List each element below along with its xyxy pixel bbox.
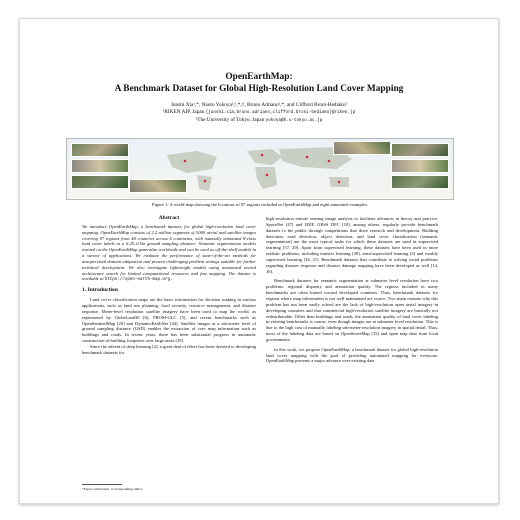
sample-image-tile	[71, 175, 129, 189]
abstract-text: We introduce OpenEarthMap, a benchmark dataset, for global high-resolution land cover mapping. OpenEarthMap consists of 2.2 million segments of 5000 aerial and satellite images covering 97 regions from 44 countries across 6 continents, with manually annotated 8-class land cover labels at a 0.25–0.5m ground sampling distance. Semantic segmentation models trained on the OpenEarthMap generalize worldwide and can be used as off-the-shelf models in a variety of applications. We evaluate the performance of state-of-the-art methods for unsupervised domain adaptation and present challenging problem settings suitable for further technical development. We also investigate lightweight models using automated neural architecture search for limited computational resources and fast mapping. The dataset is available at	[82, 223, 256, 282]
affiliation-1-email: {junshi.xia,bruno.adriano,clifford.broni-bediako}@riken.jp	[205, 110, 356, 116]
affiliation-2-name: ²The University of Tokyo, Japan	[195, 116, 265, 123]
author-block	[20, 102, 498, 124]
right-paragraph-3: In this work, we propose OpenEarthMap, a benchmark dataset for global high-resolution land cover mapping with the goal of providing automated mapping for everyone. OpenEarthMap presents a major advance over existing data	[266, 346, 438, 364]
title-line-1: OpenEarthMap:	[225, 72, 293, 82]
affiliation-2-email: yokoya@k.u-tokyo.ac.jp	[265, 117, 323, 123]
affiliation-1	[20, 109, 498, 116]
introduction-heading: 1. Introduction	[82, 287, 118, 294]
intro-paragraph-1: Land cover classification maps are the basic information for decision making in various applications, such as land use planning, food security, resource management, and disaster response. Meter-level resolution satellite imagery have been used to map the world, as represented by GlobeLand30 [6], FROM-GLC [5], and recent benchmarks such as OpenSentinelMap [20] and DynamicEarthNet [44]. Satellite images at a sub-meter level of ground sampling distance (GSD) enables the extraction of core map information such as buildings and roads. In recent years, there has been substantial progress in automatic construction of building footprints over large areas [39].	[82, 297, 256, 344]
left-column	[82, 216, 256, 356]
sample-image-tile	[333, 141, 391, 155]
abstract-heading: Abstract	[158, 215, 180, 221]
intro-paragraph-2: Since the advent of deep learning [2], a great deal of effort has been devoted to developing benchmark datasets for	[82, 343, 256, 355]
author-list: Junshi Xia¹,*, Naoto Yokoya²,¹,*,†, Bruno Adriano¹,*, and Clifford Broni-Bediako¹	[170, 102, 348, 108]
footnote: *Equal contribution. †Corresponding author.	[82, 487, 143, 491]
sample-image-tile	[391, 175, 449, 189]
sample-image-tile	[129, 179, 187, 193]
right-paragraph-2: Benchmark datasets for semantic segmentation at submeter level resolution have two problems: regional disparity and annotation quality. The regions included in many benchmarks are often biased toward developed countries. Thus, benchmark datasets for regions where map information is not well maintained are scarce. Two main reasons why this problem has not been easily solved are the lack of high-resolution open aerial imagery in developing countries and that commercial high-resolution satellite imagery are basically not redistributable. Other than buildings and roads, the annotation quality of land cover labeling in existing benchmarks is coarse, even though images are at submeter level resolution. This is due to the high cost of manually labeling sub-meter-resolution imagery in spatial detail. Thus, most of the labeling data are based on OpenStreetMap [35] and open map data from local governments.	[266, 278, 438, 342]
affiliation-2	[20, 117, 498, 124]
sample-image-tile	[391, 143, 449, 157]
right-column	[266, 216, 438, 368]
affiliation-1-name: ¹RIKEN AIP, Japan	[162, 109, 205, 116]
title-line-2: A Benchmark Dataset for Global High-Resolution Land Cover Mapping	[114, 84, 404, 94]
paper-page	[19, 18, 499, 504]
abstract-url[interactable]: https://open-earth-map.org.	[104, 278, 173, 283]
world-map-figure	[66, 138, 454, 200]
sample-image-tile	[71, 159, 129, 173]
abstract-body	[82, 224, 256, 284]
footnote-rule	[82, 484, 122, 485]
paper-title	[20, 71, 498, 95]
sample-image-tile	[71, 143, 129, 157]
figure-caption: Figure 1: A world map showing the locations of 97 regions included in OpenEarthMap and eight annotated examples.	[151, 202, 369, 207]
right-paragraph-1: high-resolution remote sensing image analysis to facilitate advances in theory and practice. SpaceNet [47] and IEEE GRSS DFC [18], among others, regularly provide benchmark datasets to the public through competitions that drive research and development. Building detection, road detection, object detection, and land cover classification (semantic segmentation) are the most typical tasks for which these datasets are used in supervised learning [57, 29]. Apart from supervised learning, these datasets have been used in more realistic problems, including transfer learning [49], semi-supervised learning [4] and weakly supervised learning [36, 21]. Benchmark datasets that contribute to solving social problems regarding disaster response and disaster damage mapping have been developed as well [14, 16].	[266, 216, 438, 274]
sample-image-tile	[391, 159, 449, 173]
